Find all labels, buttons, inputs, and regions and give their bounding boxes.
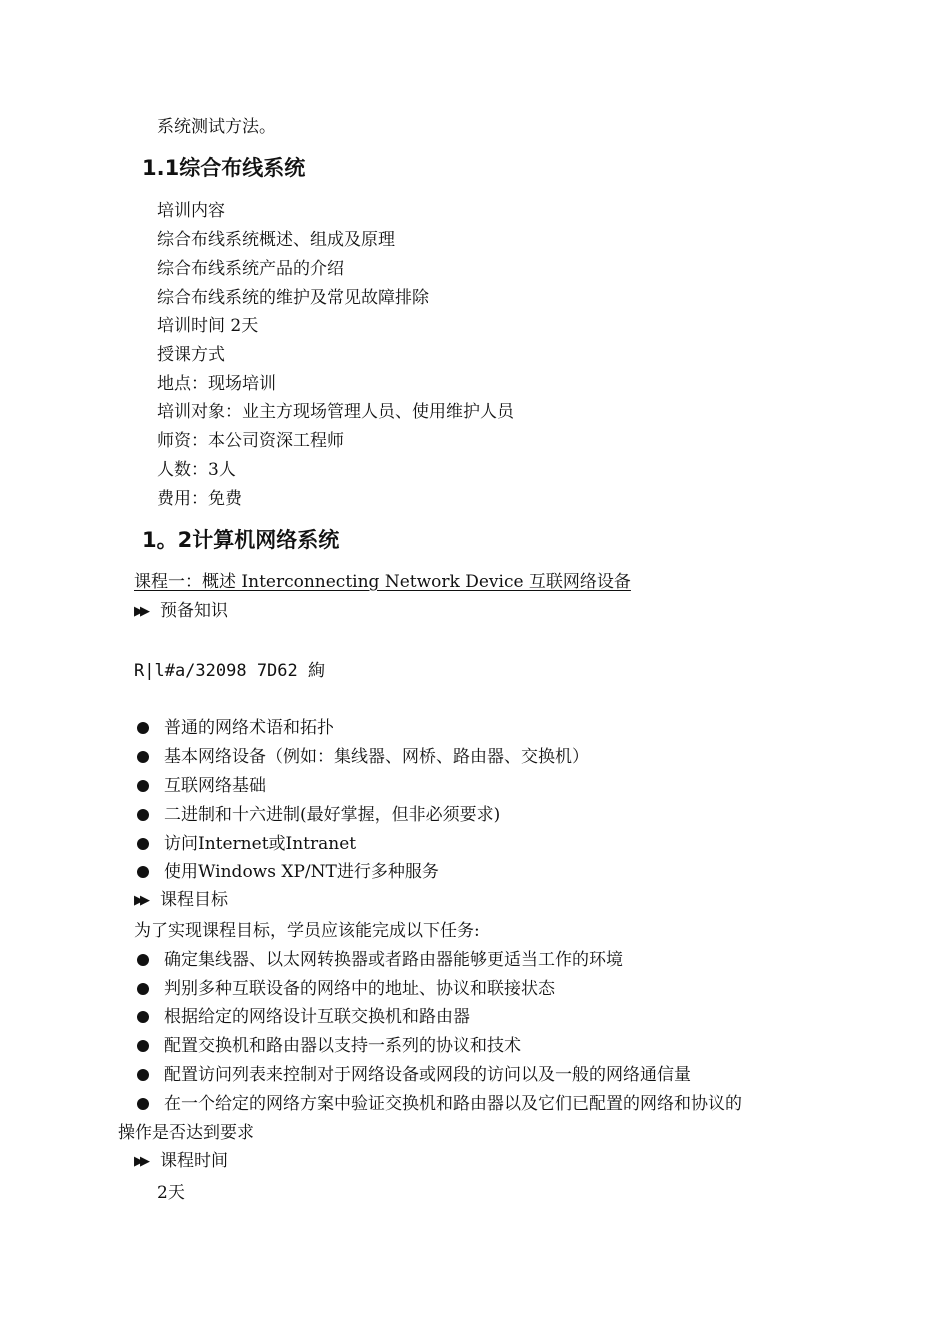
bullet-item: 根据给定的网络设计互联交换机和路由器 — [137, 1006, 470, 1028]
bullet-icon — [137, 722, 149, 734]
bullet-item: 配置访问列表来控制对于网络设备或网段的访问以及一般的网络通信量 — [137, 1064, 691, 1086]
bullet-icon — [137, 866, 149, 878]
prereq-label-row — [134, 600, 228, 623]
bullet-icon — [137, 954, 149, 966]
bullet-item: 在一个给定的网络方案中验证交换机和路由器以及它们已配置的网络和协议的 — [137, 1093, 742, 1115]
bullet-item-wrap: 操作是否达到要求 — [118, 1123, 254, 1143]
list-item: 培训内容 — [157, 201, 225, 221]
bullet-item: 使用Windows XP/NT进行多种服务 — [137, 861, 439, 883]
bullet-icon — [137, 1040, 149, 1052]
intro-line: 系统测试方法。 — [157, 117, 276, 137]
goal-label: 课程目标 — [160, 890, 228, 910]
course-title: 课程一：概述 Interconnecting Network Device 互联网络设备 — [134, 572, 631, 592]
goal-label-row — [134, 889, 228, 912]
section1-heading: 1.1综合布线系统 — [142, 156, 306, 180]
time-value: 2天 — [157, 1183, 185, 1203]
bullet-icon — [137, 751, 149, 763]
time-label: 课程时间 — [160, 1151, 228, 1171]
list-item: 综合布线系统概述、组成及原理 — [157, 230, 395, 250]
prereq-label: 预备知识 — [160, 601, 228, 621]
section2-heading: 1。2计算机网络系统 — [142, 528, 340, 552]
bullet-icon — [137, 1011, 149, 1023]
bullet-icon — [137, 838, 149, 850]
double-arrow-icon: ▶▶ — [134, 604, 146, 619]
list-item: 地点：现场培训 — [157, 374, 276, 394]
list-item: 师资：本公司资深工程师 — [157, 431, 344, 451]
bullet-item: 二进制和十六进制(最好掌握，但非必须要求) — [137, 804, 500, 826]
bullet-icon — [137, 1098, 149, 1110]
bullet-item: 互联网络基础 — [137, 775, 266, 797]
bullet-icon — [137, 780, 149, 792]
bullet-item: 判别多种互联设备的网络中的地址、协议和联接状态 — [137, 978, 555, 1000]
double-arrow-icon: ▶▶ — [134, 893, 146, 908]
double-arrow-icon: ▶▶ — [134, 1154, 146, 1169]
list-item: 费用：免费 — [157, 489, 242, 509]
list-item: 培训时间 2天 — [157, 316, 259, 336]
list-item: 授课方式 — [157, 345, 225, 365]
goal-intro: 为了实现课程目标，学员应该能完成以下任务: — [134, 921, 480, 941]
list-item: 综合布线系统产品的介绍 — [157, 259, 344, 279]
garbled-text: R|l#a/32098 7D62 絢 — [134, 661, 325, 681]
bullet-icon — [137, 983, 149, 995]
bullet-item: 普通的网络术语和拓扑 — [137, 717, 334, 739]
bullet-item: 访问Internet或Intranet — [137, 833, 356, 855]
list-item: 培训对象：业主方现场管理人员、使用维护人员 — [157, 402, 514, 422]
bullet-item: 基本网络设备（例如：集线器、网桥、路由器、交换机） — [137, 746, 589, 768]
list-item: 人数：3人 — [157, 460, 236, 480]
list-item: 综合布线系统的维护及常见故障排除 — [157, 288, 429, 308]
bullet-item: 确定集线器、以太网转换器或者路由器能够更适当工作的环境 — [137, 949, 623, 971]
bullet-icon — [137, 1069, 149, 1081]
bullet-icon — [137, 809, 149, 821]
bullet-item: 配置交换机和路由器以支持一系列的协议和技术 — [137, 1035, 521, 1057]
time-label-row — [134, 1150, 228, 1173]
